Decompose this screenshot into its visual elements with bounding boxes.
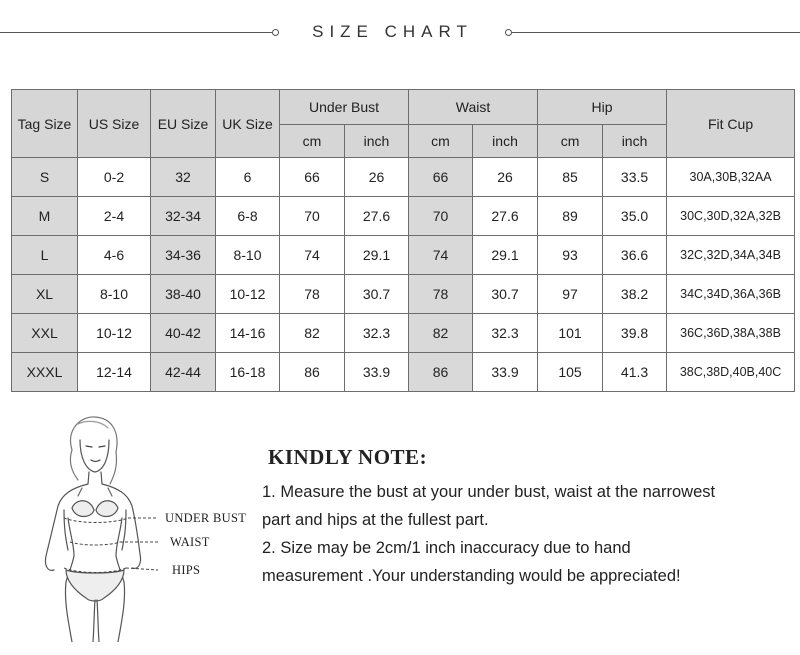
header-row xyxy=(12,90,795,125)
header-tag-size: Tag Size xyxy=(12,90,78,158)
header-fit-cup: Fit Cup xyxy=(667,90,795,158)
waist-cm-cell: 70 xyxy=(409,197,473,236)
uk-size-cell: 14-16 xyxy=(216,314,280,353)
waist-label: WAIST xyxy=(170,535,210,549)
tag-size-cell: XXL xyxy=(12,314,78,353)
under-bust-inch-cell: 33.9 xyxy=(345,353,409,392)
under-bust-inch-cell: 27.6 xyxy=(345,197,409,236)
under-bust-cm-cell: 70 xyxy=(280,197,345,236)
header-hip: Hip xyxy=(538,90,667,125)
waist-inch-cell: 30.7 xyxy=(473,275,538,314)
fit-cup-cell: 34C,34D,36A,36B xyxy=(667,275,795,314)
table-row xyxy=(12,275,795,314)
tag-size-cell: S xyxy=(12,158,78,197)
note-line-2: part and hips at the fullest part. xyxy=(262,511,489,529)
table-row xyxy=(12,314,795,353)
eu-size-cell: 32 xyxy=(151,158,216,197)
table-row xyxy=(12,353,795,392)
eu-size-cell: 32-34 xyxy=(151,197,216,236)
header-uk-size: UK Size xyxy=(216,90,280,158)
fit-cup-cell: 36C,36D,38A,38B xyxy=(667,314,795,353)
subheader-bust-inch: inch xyxy=(345,125,409,158)
tag-size-cell: XXXL xyxy=(12,353,78,392)
header-eu-size: EU Size xyxy=(151,90,216,158)
under-bust-cm-cell: 82 xyxy=(280,314,345,353)
subheader-bust-cm: cm xyxy=(280,125,345,158)
hip-cm-cell: 85 xyxy=(538,158,603,197)
hip-inch-cell: 35.0 xyxy=(603,197,667,236)
fit-cup-cell: 32C,32D,34A,34B xyxy=(667,236,795,275)
uk-size-cell: 16-18 xyxy=(216,353,280,392)
under-bust-cm-cell: 66 xyxy=(280,158,345,197)
waist-inch-cell: 27.6 xyxy=(473,197,538,236)
size-table xyxy=(11,89,795,392)
measurement-guides xyxy=(64,518,158,573)
size-chart-title-bar xyxy=(0,18,800,48)
subheader-waist-cm: cm xyxy=(409,125,473,158)
hip-cm-cell: 89 xyxy=(538,197,603,236)
us-size-cell: 10-12 xyxy=(78,314,151,353)
hip-inch-cell: 36.6 xyxy=(603,236,667,275)
subheader-hip-cm: cm xyxy=(538,125,603,158)
waist-cm-cell: 82 xyxy=(409,314,473,353)
table-body xyxy=(12,158,795,392)
tag-size-cell: M xyxy=(12,197,78,236)
under-bust-inch-cell: 30.7 xyxy=(345,275,409,314)
eu-size-cell: 34-36 xyxy=(151,236,216,275)
note-line-4: measurement .Your understanding would be appreciated! xyxy=(262,567,681,585)
hip-cm-cell: 105 xyxy=(538,353,603,392)
page-title: SIZE CHART xyxy=(312,22,473,41)
us-size-cell: 0-2 xyxy=(78,158,151,197)
tag-size-cell: L xyxy=(12,236,78,275)
waist-inch-cell: 26 xyxy=(473,158,538,197)
us-size-cell: 4-6 xyxy=(78,236,151,275)
hips-label: HIPS xyxy=(172,563,201,577)
us-size-cell: 2-4 xyxy=(78,197,151,236)
header-us-size: US Size xyxy=(78,90,151,158)
hip-cm-cell: 97 xyxy=(538,275,603,314)
under-bust-inch-cell: 29.1 xyxy=(345,236,409,275)
waist-inch-cell: 33.9 xyxy=(473,353,538,392)
waist-cm-cell: 74 xyxy=(409,236,473,275)
fit-cup-cell: 38C,38D,40B,40C xyxy=(667,353,795,392)
under-bust-cm-cell: 86 xyxy=(280,353,345,392)
under-bust-inch-cell: 32.3 xyxy=(345,314,409,353)
waist-cm-cell: 78 xyxy=(409,275,473,314)
header-waist: Waist xyxy=(409,90,538,125)
header-under-bust: Under Bust xyxy=(280,90,409,125)
fit-cup-cell: 30A,30B,32AA xyxy=(667,158,795,197)
uk-size-cell: 10-12 xyxy=(216,275,280,314)
note-line-1: 1. Measure the bust at your under bust, waist at the narrowest xyxy=(262,483,716,501)
note-title: KINDLY NOTE: xyxy=(268,445,428,469)
woman-sketch-icon xyxy=(45,417,140,642)
subheader-waist-inch: inch xyxy=(473,125,538,158)
hip-cm-cell: 101 xyxy=(538,314,603,353)
hip-inch-cell: 41.3 xyxy=(603,353,667,392)
title-divider-dot-right xyxy=(505,29,512,36)
title-divider-left xyxy=(0,32,272,33)
fit-cup-cell: 30C,30D,32A,32B xyxy=(667,197,795,236)
waist-cm-cell: 86 xyxy=(409,353,473,392)
hip-inch-cell: 39.8 xyxy=(603,314,667,353)
tag-size-cell: XL xyxy=(12,275,78,314)
under-bust-cm-cell: 78 xyxy=(280,275,345,314)
us-size-cell: 8-10 xyxy=(78,275,151,314)
table-row xyxy=(12,197,795,236)
eu-size-cell: 42-44 xyxy=(151,353,216,392)
table-row xyxy=(12,236,795,275)
hip-inch-cell: 33.5 xyxy=(603,158,667,197)
eu-size-cell: 40-42 xyxy=(151,314,216,353)
hip-inch-cell: 38.2 xyxy=(603,275,667,314)
waist-cm-cell: 66 xyxy=(409,158,473,197)
under-bust-inch-cell: 26 xyxy=(345,158,409,197)
under-bust-label: UNDER BUST xyxy=(165,511,247,525)
us-size-cell: 12-14 xyxy=(78,353,151,392)
body-measurement-figure xyxy=(20,410,260,642)
note-line-3: 2. Size may be 2cm/1 inch inaccuracy due to hand xyxy=(262,539,631,557)
eu-size-cell: 38-40 xyxy=(151,275,216,314)
uk-size-cell: 6 xyxy=(216,158,280,197)
table-row xyxy=(12,158,795,197)
title-divider-dot-left xyxy=(272,29,279,36)
waist-inch-cell: 32.3 xyxy=(473,314,538,353)
uk-size-cell: 8-10 xyxy=(216,236,280,275)
under-bust-cm-cell: 74 xyxy=(280,236,345,275)
subheader-hip-inch: inch xyxy=(603,125,667,158)
waist-inch-cell: 29.1 xyxy=(473,236,538,275)
title-divider-right xyxy=(512,32,800,33)
uk-size-cell: 6-8 xyxy=(216,197,280,236)
hip-cm-cell: 93 xyxy=(538,236,603,275)
